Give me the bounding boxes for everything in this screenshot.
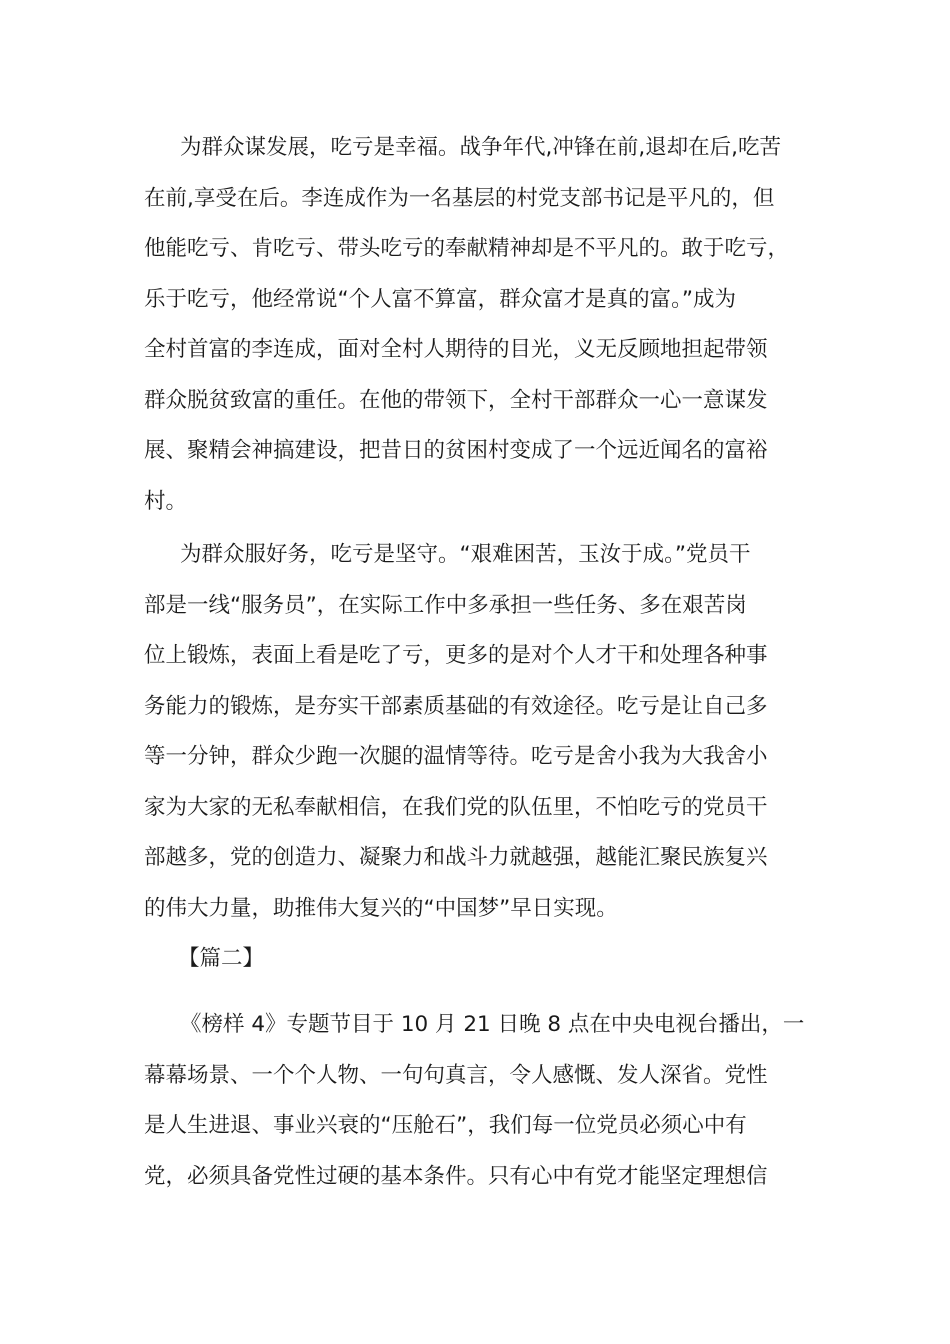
paragraph-line: 为群众谋发展，吃亏是幸福。战争年代,冲锋在前,退却在后,吃苦 — [180, 135, 782, 160]
paragraph-line: 全村首富的李连成，面对全村人期待的目光，义无反顾地担起带领 — [144, 337, 768, 362]
paragraph-line: 村。 — [144, 488, 188, 514]
paragraph-line: 部越多，党的创造力、凝聚力和战斗力就越强，越能汇聚民族复兴 — [144, 845, 768, 870]
paragraph-line: 为群众服好务，吃亏是坚守。“艰难困苦，玉汝于成。”党员干 — [180, 542, 751, 567]
paragraph-line: 《榜样 4》专题节目于 10 月 21 日晚 8 点在中央电视台播出，一 — [180, 1012, 805, 1037]
section-heading-block — [144, 934, 812, 985]
paragraph-line: 展、聚精会神搞建设，把昔日的贫困村变成了一个远近闻名的富裕 — [144, 438, 768, 463]
paragraph-2 — [144, 530, 812, 934]
paragraph-line: 位上锻炼，表面上看是吃了亏，更多的是对个人才干和处理各种事 — [144, 643, 768, 668]
paragraph-line: 幕幕场景、一个个人物、一句句真言，令人感慨、发人深省。党性 — [144, 1062, 768, 1088]
paragraph-line: 他能吃亏、肯吃亏、带头吃亏的奉献精神却是不平凡的。敢于吃亏， — [144, 236, 790, 261]
paragraph-line: 是人生进退、事业兴衰的“压舱石”，我们每一位党员必须心中有 — [144, 1113, 747, 1138]
paragraph-line: 等一分钟，群众少跑一次腿的温情等待。吃亏是舍小我为大我舍小 — [144, 744, 768, 769]
paragraph-line: 在前,享受在后。李连成作为一名基层的村党支部书记是平凡的，但 — [144, 185, 775, 211]
paragraph-line: 的伟大力量，助推伟大复兴的“中国梦”早日实现。 — [144, 895, 618, 921]
paragraph-line: 部是一线“服务员”，在实际工作中多承担一些任务、多在艰苦岗 — [144, 592, 747, 618]
paragraph-line: 群众脱贫致富的重任。在他的带领下，全村干部群众一心一意谋发 — [144, 387, 768, 413]
section-heading: 【篇二】 — [178, 946, 265, 971]
paragraph-line: 务能力的锻炼，是夯实干部素质基础的有效途径。吃亏是让自己多 — [144, 693, 768, 719]
paragraph-line: 乐于吃亏，他经常说“个人富不算富，群众富才是真的富。”成为 — [144, 286, 737, 312]
paragraph-3 — [144, 1000, 812, 1202]
paragraph-1 — [144, 123, 812, 527]
paragraph-line: 家为大家的无私奉献相信，在我们党的队伍里，不怕吃亏的党员干 — [144, 794, 768, 820]
paragraph-line: 党，必须具备党性过硬的基本条件。只有心中有党才能坚定理想信 — [144, 1163, 768, 1189]
